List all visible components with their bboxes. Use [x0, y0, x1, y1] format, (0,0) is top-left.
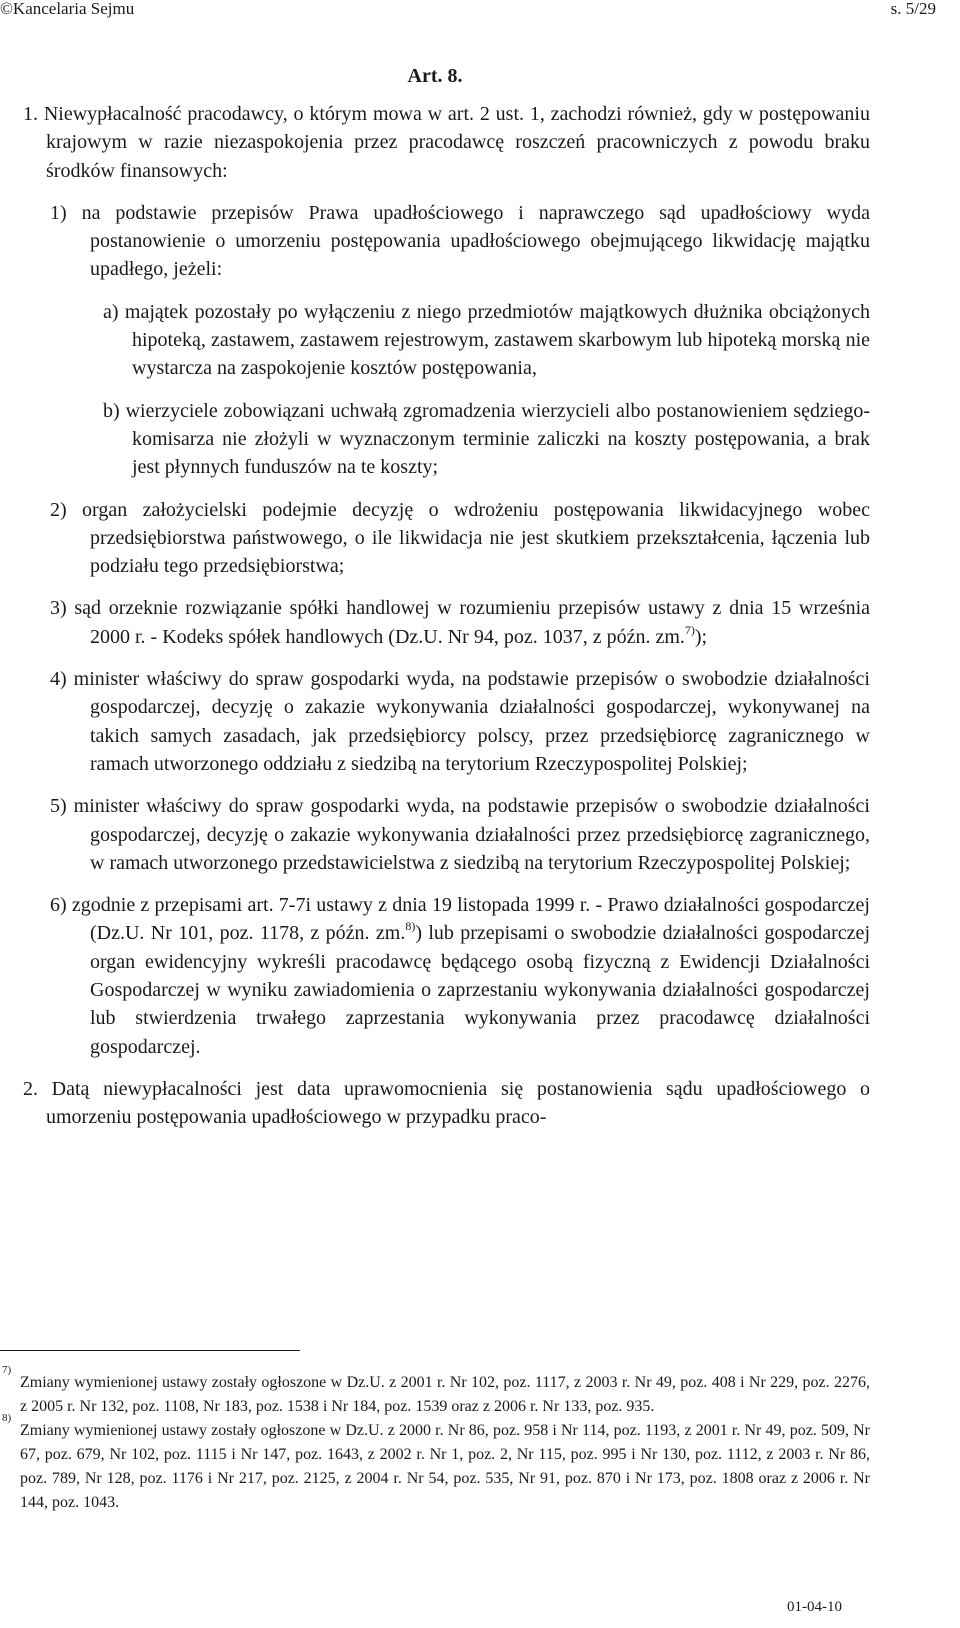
point-1: 1) na podstawie przepisów Prawa upadłościowego i naprawczego sąd upadłościowy wyda postanowienie o umorzeniu postępowania upadłościowego obejmującego likwidację majątku upadłego, jeżeli:: [50, 201, 870, 281]
article-title: Art. 8.: [407, 65, 463, 87]
point-6-text-end: ) lub przepisami o swobodzie działalności gospodarczej organ ewidencyjny wykreśli pracodawcę będącego osobą fizyczną z Ewidencji Działalności Gospodarczej w wyniku zawiadomienia o zaprzestaniu wykonywania działalności gospodarczej lub stwierdzenia trwałego zaprzestania wykonywania przez pracodawcę działalności gospodarczej.: [90, 922, 870, 1058]
letter-a: a) majątek pozostały po wyłączeniu z niego przedmiotów majątkowych dłużnika obciążonych hipoteką, zastawem, zastawem rejestrowym, zastawem skarbowym lub hipoteką morską nie wystarcza na zaspokojenie kosztów postępowania,: [103, 300, 870, 380]
point-4: 4) minister właściwy do spraw gospodarki wyda, na podstawie przepisów o swobodzie działalności gospodarczej, decyzję o zakazie wykonywania działalności gospodarczej, wykonywanej na takich samych zasadach, jak przedsiębiorcy polscy, przez przedsiębiorcę zagranicznego w ramach utworzonego oddziału z siedzibą na terytorium Rzeczypospolitej Polskiej;: [50, 668, 870, 775]
header-page-number: s. 5/29: [890, 0, 936, 18]
footnote-8: [0, 1412, 870, 1515]
footnote-ref-8: 8): [405, 919, 416, 934]
point-3: [18, 594, 870, 651]
letter-b: b) wierzyciele zobowiązani uchwałą zgromadzenia wierzycieli albo postanowieniem sędziego-komisarza nie złożyli w wyznaczonym terminie zaliczki na koszty postępowania, a brak jest płynnych funduszów na te koszty;: [103, 399, 870, 479]
page-footer-date: 01-04-10: [787, 1599, 842, 1615]
article-body: [18, 100, 870, 1132]
footnote-8-mark: 8): [2, 1412, 12, 1424]
footnote-divider: [0, 1350, 300, 1351]
footnote-7: [0, 1364, 870, 1419]
ust-2: 2. Datą niewypłacalności jest data uprawomocnienia się postanowienia sądu upadłościowego o umorzeniu postępowania upadłościowego w przypadku praco-: [23, 1077, 870, 1129]
point-3-text: 3) sąd orzeknie rozwiązanie spółki handlowej w rozumieniu przepisów ustawy z dnia 15 września 2000 r. - Kodeks spółek handlowych (Dz.U. Nr 94, poz. 1037, z późn. zm.: [50, 597, 870, 648]
ust-1-intro: 1. Niewypłacalność pracodawcy, o którym mowa w art. 2 ust. 1, zachodzi również, gdy w postępowaniu krajowym w razie niezaspokojenia przez pracodawcę roszczeń pracowniczych z powodu braku środków finansowych:: [23, 103, 870, 182]
footnotes: [0, 1350, 870, 1515]
page-header: [0, 0, 960, 22]
point-6-text: 6) zgodnie z przepisami art. 7-7i ustawy z dnia 19 listopada 1999 r. - Prawo działalności gospodarczej (Dz.U. Nr 101, poz. 1178, z późn. zm.: [50, 894, 870, 945]
point-3-text-end: );: [694, 625, 708, 648]
footnote-ref-7: 7): [684, 622, 695, 637]
footnote-7-text: Zmiany wymienionej ustawy zostały ogłoszone w Dz.U. z 2001 r. Nr 102, poz. 1117, z 2003 r. Nr 49, poz. 408 i Nr 229, poz. 2276, z 2005 r. Nr 132, poz. 1108, Nr 183, poz. 1538 i Nr 184, poz. 1539 oraz z 2006 r. Nr 133, poz. 935.: [20, 1374, 870, 1415]
footnote-8-text: Zmiany wymienionej ustawy zostały ogłoszone w Dz.U. z 2000 r. Nr 86, poz. 958 i Nr 114, poz. 1193, z 2001 r. Nr 49, poz. 509, Nr 67, poz. 679, Nr 102, poz. 1115 i Nr 147, poz. 1643, z 2002 r. Nr 1, poz. 2, Nr 115, poz. 995 i Nr 130, poz. 1112, z 2003 r. Nr 86, poz. 789, Nr 128, poz. 1176 i Nr 217, poz. 2125, z 2004 r. Nr 54, poz. 535, Nr 91, poz. 870 i Nr 173, poz. 1808 oraz z 2006 r. Nr 144, poz. 1043.: [20, 1422, 870, 1511]
footnote-7-mark: 7): [2, 1364, 12, 1376]
header-source: ©Kancelaria Sejmu: [0, 0, 135, 18]
point-2: 2) organ założycielski podejmie decyzję o wdrożeniu postępowania likwidacyjnego wobec przedsiębiorstwa państwowego, o ile likwidacja nie jest skutkiem przekształcenia, łączenia lub podziału tego przedsiębiorstwa;: [50, 498, 870, 578]
point-5: 5) minister właściwy do spraw gospodarki wyda, na podstawie przepisów o swobodzie działalności gospodarczej, decyzję o zakazie wykonywania działalności przez przedsiębiorcę zagranicznego, w ramach utworzonego przedstawicielstwa z siedzibą na terytorium Rzeczypospolitej Polskiej;: [50, 795, 870, 874]
point-6: [18, 891, 870, 1061]
